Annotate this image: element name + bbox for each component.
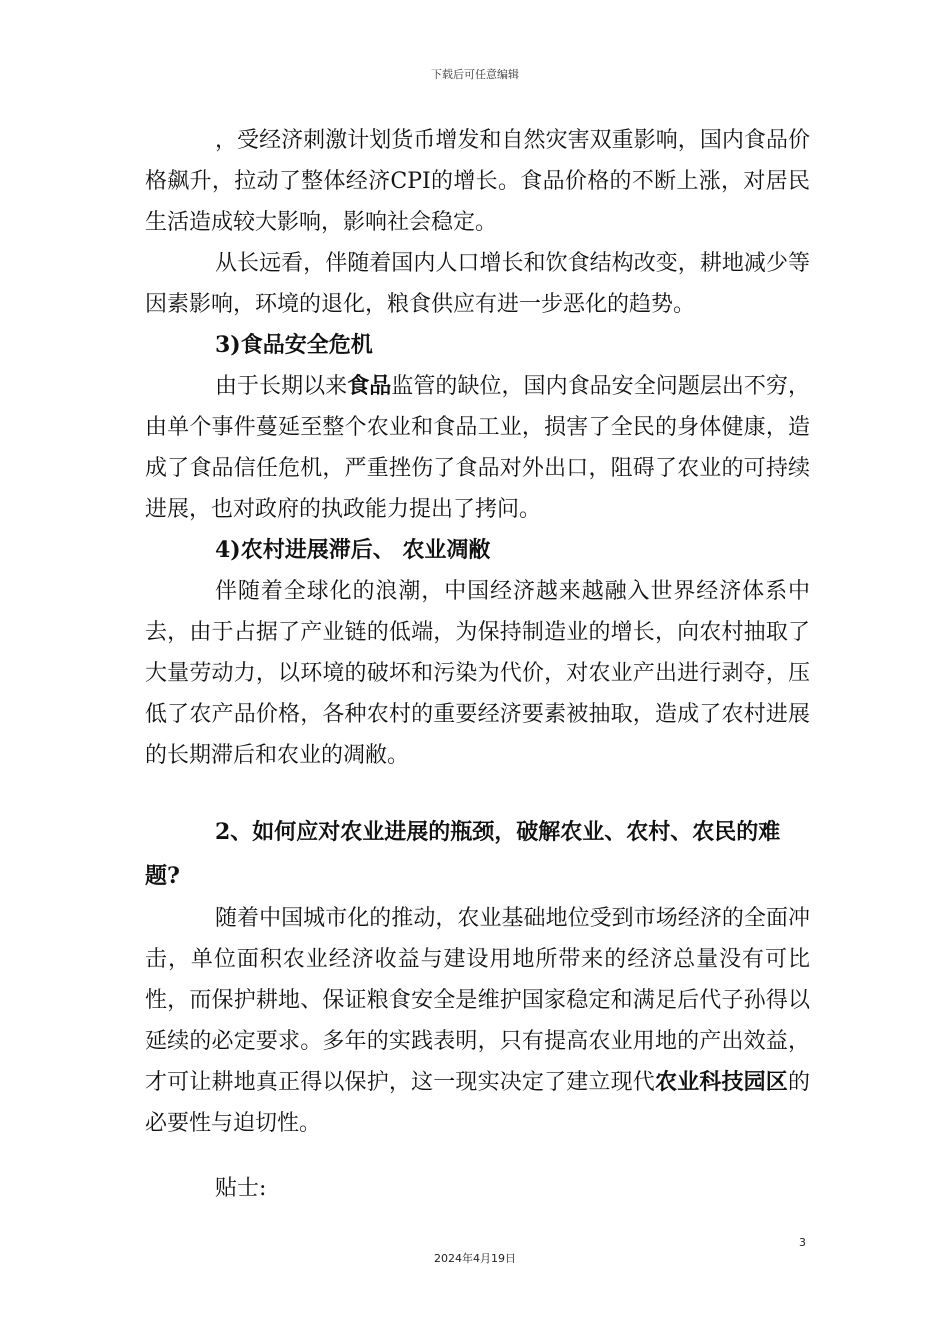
page-number: 3 [799, 1236, 806, 1249]
paragraph-text: 监管的缺位，国内食品安全问题层出不穷，由单个事件蔓延至整个农业和食品工业，损害了全民的身体健康，造成了食品信任危机，严重挫伤了食品对外出口，阻碍了农业的可持续进展，也对政府的执政能力提出了拷问。 [145, 374, 810, 522]
spacer [145, 776, 810, 810]
footer-date: 2024年4月19日 [434, 1252, 516, 1265]
heading-food-safety: 3)食品安全危机 [215, 332, 373, 358]
paragraph-long-term: 从长远看，伴随着国内人口增长和饮食结构改变，耕地减少等因素影响，环境的退化，粮食供应有进一步恶化的趋势。 [145, 251, 810, 317]
paragraph-rural-lag: 伴随着全球化的浪潮，中国经济越来越融入世界经济体系中去，由于占据了产业链的低端，为保持制造业的增长，向农村抽取了大量劳动力，以环境的破坏和污染为代价，对农业产出进行剥夺，压低了农产品价格，各种农村的重要经济要素被抽取，造成了农村进展的长期滞后和农业的凋敝。 [145, 579, 810, 768]
page-header: 下载后可任意编辑 [431, 68, 519, 81]
section-heading-2: 2、如何应对农业进展的瓶颈，破解农业、农村、农民的难题? [145, 819, 781, 889]
heading-rural-lag: 4)农村进展滞后、 农业凋敝 [215, 537, 491, 563]
bold-keyword-food: 食品 [347, 373, 392, 399]
paragraph-urbanization [145, 898, 810, 1144]
document-body [145, 120, 810, 1209]
bold-keyword-agri-park: 农业科技园区 [654, 1069, 788, 1095]
paragraph-text: 由于长期以来 [215, 374, 348, 399]
paragraph-food-prices: ，受经济刺激计划货币增发和自然灾害双重影响，国内食品价格飙升，拉动了整体经济CPI的增长。食品价格的不断上涨，对居民生活造成较大影响，影响社会稳定。 [145, 128, 810, 235]
paragraph-food-safety [145, 366, 810, 530]
spacer [145, 1144, 810, 1168]
tip-label: 贴士: [215, 1176, 267, 1201]
paragraph-text: 随着中国城市化的推动，农业基础地位受到市场经济的全面冲击，单位面积农业经济收益与建设用地所带来的经济总量没有可比性，而保护耕地、保证粮食安全是维护国家稳定和满足后代子孙得以延续的必定要求。多年的实践表明，只有提高农业用地的产出效益，才可让耕地真正得以保护，这一现实决定了建立现代 [145, 906, 810, 1095]
paragraph-text: 的必要性与迫切性。 [145, 1070, 810, 1136]
